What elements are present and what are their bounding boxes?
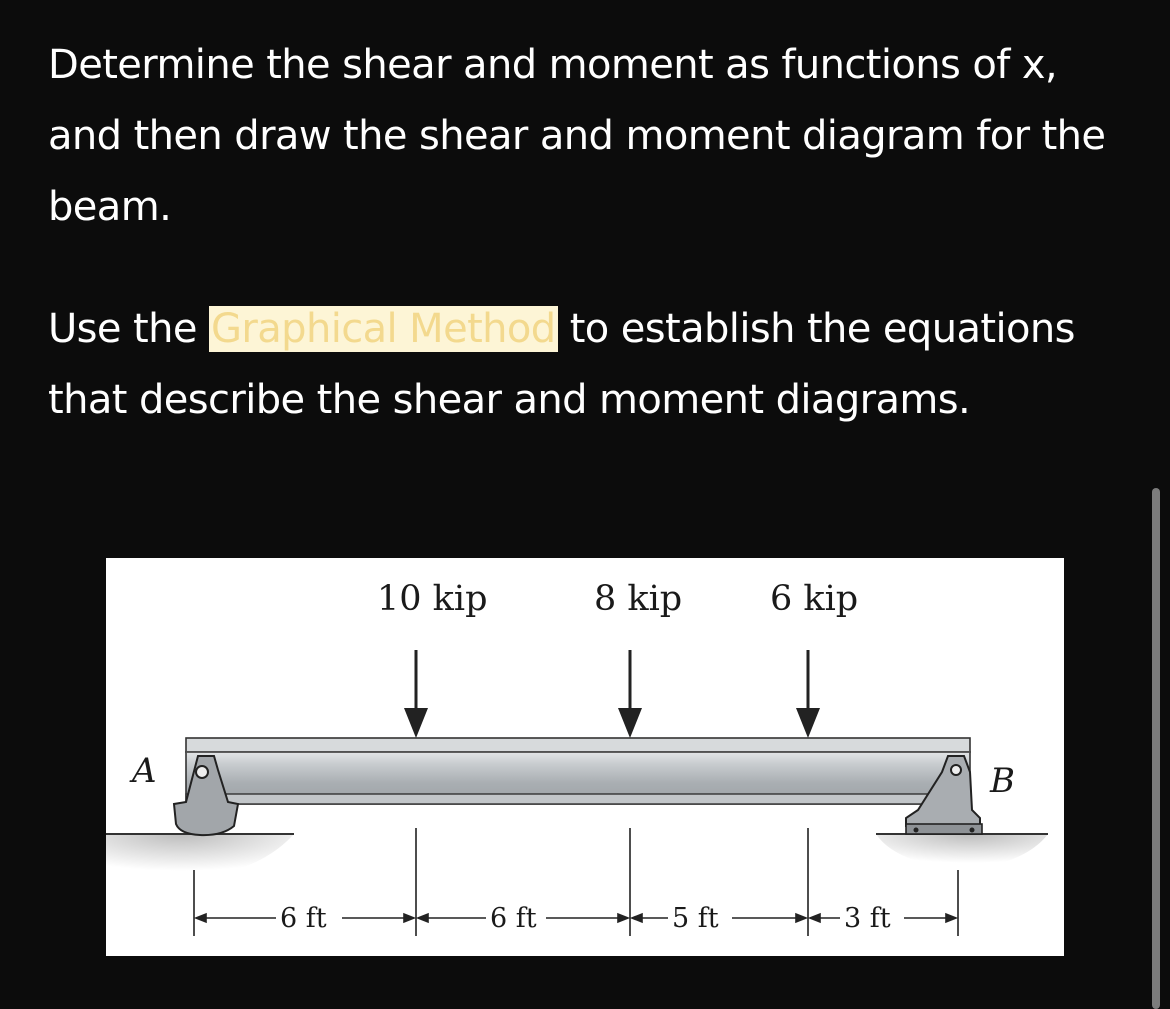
beam [186,738,970,804]
instruction-text-before: Use the [48,306,197,352]
load-arrow-10kip [404,650,428,738]
dimension-label-4: 3 ft [844,903,891,934]
left-ground [106,834,294,880]
beam-figure [106,558,1064,956]
method-instruction [48,294,1128,436]
load-label-8kip: 8 kip [594,579,683,619]
problem-statement [48,30,1128,243]
scrollbar[interactable] [1152,488,1160,1009]
dimension-label-3: 5 ft [672,903,719,934]
beam-diagram [106,558,1064,956]
load-label-6kip: 6 kip [770,579,859,619]
dimension-label-2: 6 ft [490,903,537,934]
load-arrow-8kip [618,650,642,738]
instruction-text-after: to establish the equations that describe the shear and moment diagrams. [48,306,1075,423]
problem-statement-text: Determine the shear and moment as functions of x, and then draw the shear and moment diagram for the beam. [48,42,1106,230]
right-ground [876,834,1048,870]
highlighted-term[interactable]: Graphical Method [211,306,556,352]
load-label-10kip: 10 kip [377,579,488,619]
dimension-label-1: 6 ft [280,903,327,934]
support-b-label: B [990,761,1015,801]
support-a-label: A [132,751,157,791]
load-arrow-6kip [796,650,820,738]
